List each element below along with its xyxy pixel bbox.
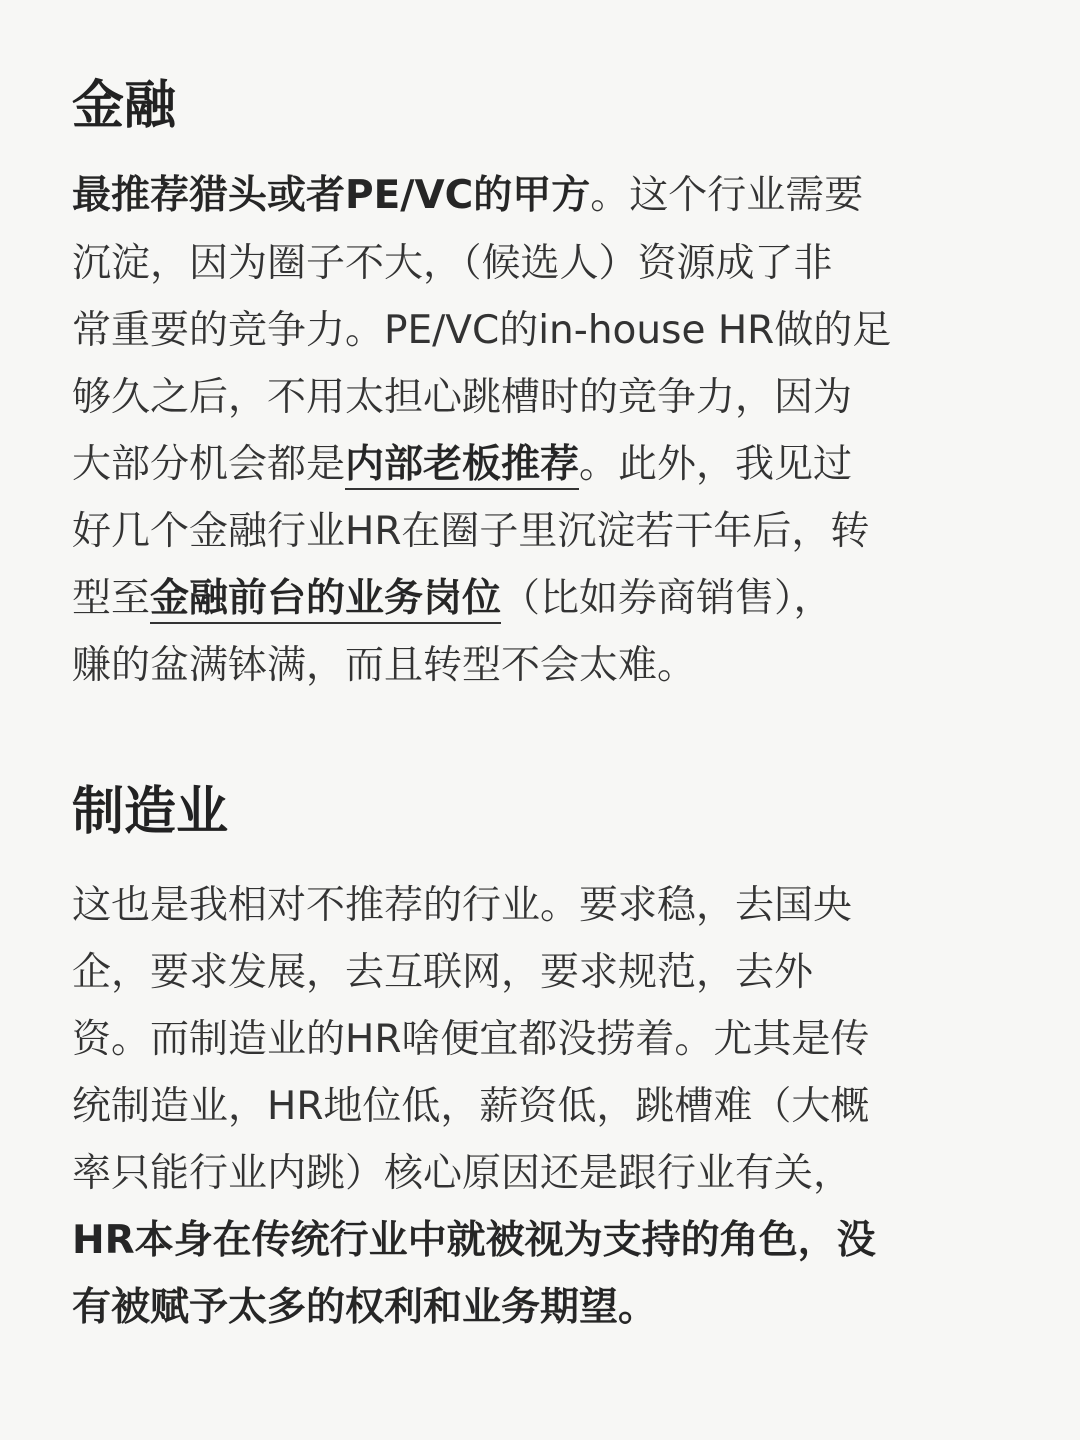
paragraph-line (72, 641, 696, 691)
section-heading-finance: 金融 (72, 76, 177, 136)
text-span: 统制造业，HR地位低，薪资低，跳槽难（大概 (72, 1084, 870, 1129)
text-span: 常重要的竞争力。PE/VC的in-house HR做的足 (72, 308, 892, 353)
text-span: 沉淀，因为圈子不大，（候选人）资源成了非 (72, 241, 833, 286)
bold-text: 有被赋予太多的权利和业务期望。 (72, 1285, 658, 1330)
text-span: 。此外，我见过 (579, 442, 853, 487)
paragraph-line (72, 1015, 869, 1065)
text-span: （比如券商销售）， (501, 576, 833, 621)
text-span: 大部分机会都是 (72, 442, 346, 487)
paragraph-line (72, 948, 813, 998)
text-span: 这也是我相对不推荐的行业。要求稳，去国央 (72, 883, 853, 928)
paragraph-line (72, 306, 891, 356)
paragraph-line (72, 1082, 869, 1132)
text-span: 资。而制造业的HR啥便宜都没捞着。尤其是传 (72, 1017, 870, 1062)
text-span: 企，要求发展，去互联网，要求规范，去外 (72, 950, 814, 995)
text-span: 。这个行业需要 (590, 173, 864, 218)
text-span: 率只能行业内跳）核心原因还是跟行业有关， (72, 1151, 853, 1196)
bold-text: HR本身在传统行业中就被视为支持的角色，没 (72, 1218, 876, 1263)
paragraph-line (72, 239, 833, 289)
paragraph-line (72, 507, 869, 557)
paragraph-line (72, 1216, 876, 1266)
text-span: 够久之后，不用太担心跳槽时的竞争力，因为 (72, 375, 853, 420)
bold-text: 最推荐猎头或者PE/VC的甲方 (72, 173, 591, 218)
text-span: 赚的盆满钵满，而且转型不会太难。 (72, 643, 697, 688)
paragraph-line (72, 171, 863, 221)
underlined-emphasis: 内部老板推荐 (345, 442, 579, 490)
paragraph-line (72, 1283, 657, 1333)
text-span: 好几个金融行业HR在圈子里沉淀若干年后，转 (72, 509, 870, 554)
paragraph-line (72, 373, 852, 423)
underlined-emphasis: 金融前台的业务岗位 (150, 576, 501, 624)
paragraph-line (72, 881, 852, 931)
section-heading-manufacturing: 制造业 (72, 782, 229, 842)
paragraph-line (72, 440, 852, 490)
paragraph-line (72, 574, 833, 624)
text-span: 型至 (72, 576, 151, 621)
paragraph-line (72, 1149, 852, 1199)
